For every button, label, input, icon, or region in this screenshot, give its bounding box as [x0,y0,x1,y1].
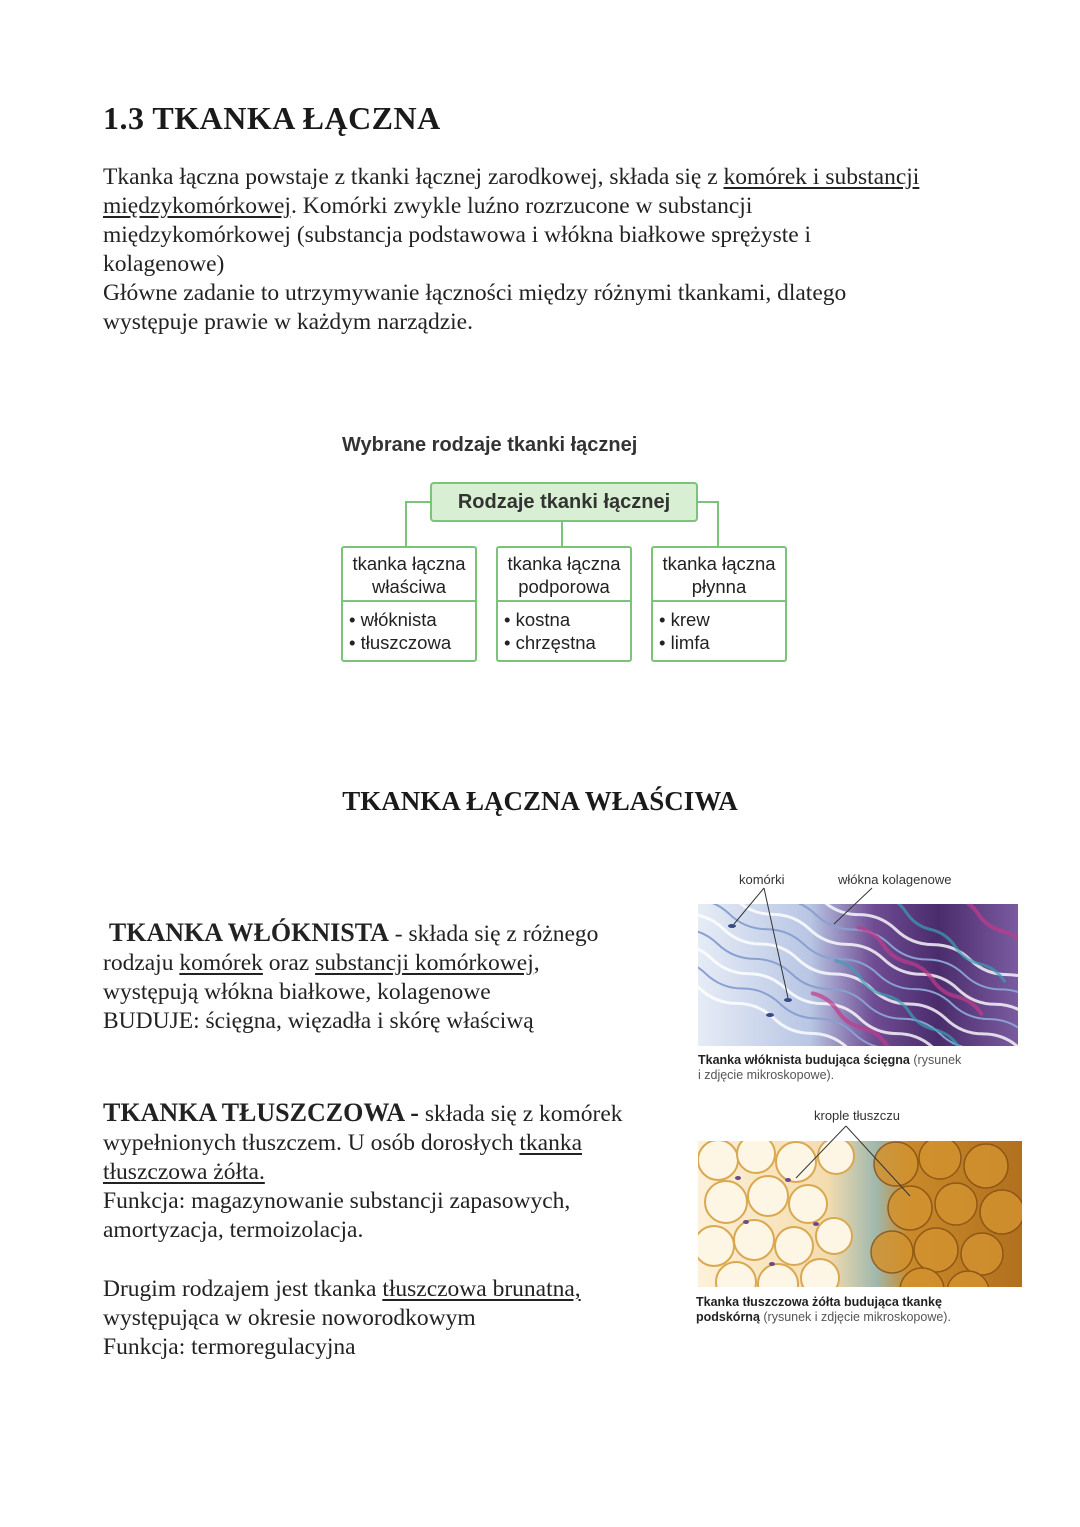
brown-underline: tłuszczowa brunatna, [382,1276,581,1302]
fibrous-text: , [533,950,540,976]
figure-fibrous-tissue [696,868,1022,1088]
intro-underline-1: komórek i substancji [723,164,920,190]
diagram-box-list [343,602,475,654]
list-item: • kostna [504,608,630,631]
label-collagen-fibers: włókna kolagenowe [838,872,952,887]
caption-bold: Tkanka włóknista budująca ścięgna [698,1053,910,1067]
caption-text: i zdjęcie mikroskopowe). [698,1068,835,1082]
box-head-line: podporowa [518,576,610,597]
adipose-tissue-image [696,1104,1026,1290]
fibrous-line: BUDUJE: ścięgna, więzadła i skórę właściwą [103,1008,534,1034]
figure-adipose-tissue [696,1104,1026,1332]
label-cells: komórki [739,872,785,887]
connector-left [406,502,430,546]
box-head-line: tkanka łączna [352,553,466,574]
fatty-text: wypełnionych tłuszczem. U osób dorosłych [103,1130,520,1156]
fibrous-text: rodzaju [103,950,180,976]
diagram-heading: Wybrane rodzaje tkanki łącznej [342,434,638,456]
fatty-heading: TKANKA TŁUSZCZOWA - [103,1098,419,1127]
fatty-underline: tłuszczowa żółta. [103,1159,265,1185]
fibrous-text: oraz [262,950,316,976]
fibrous-heading: TKANKA WŁÓKNISTA [108,918,389,947]
diagram-box-wlasciwa [341,546,477,662]
fatty-text: składa się z komórek [418,1101,623,1127]
label-fat-drops: krople tłuszczu [814,1108,900,1123]
intro-underline-2: międzykomórkowej [103,193,291,219]
intro-paragraph [103,163,1003,337]
page-title: 1.3 TKANKA ŁĄCZNA [103,100,441,136]
box-head-line: właściwa [371,576,447,597]
box-head-line: tkanka łączna [507,553,621,574]
diagram-box-head [653,548,785,602]
intro-text-2: . Komórki zwykle luźno rozrzucone w substancji [290,193,753,219]
intro-line-4: kolagenowe) [103,251,225,277]
brown-text: Drugim rodzajem jest tkanka [103,1276,383,1302]
diagram-box-head [498,548,630,602]
brown-fat-paragraph [103,1275,581,1362]
fibrous-tissue-image [696,868,1022,1048]
fatty-underline: tkanka [519,1130,583,1156]
caption-bold: podskórną [696,1310,760,1324]
figure-fibrous-caption [698,1053,1018,1083]
intro-line-6: występuje prawie w każdym narządzie. [103,309,473,335]
fibrous-paragraph [103,918,598,1036]
figure-adipose-caption [696,1295,1022,1325]
caption-bold: Tkanka tłuszczowa żółta budująca tkankę [696,1295,942,1309]
box-head-line: płynna [691,576,747,597]
fatty-line: Funkcja: magazynowanie substancji zapasowych, [103,1188,571,1214]
diagram-box-podporowa [496,546,632,662]
list-item: • włóknista [349,608,475,631]
diagram-box-plynna [651,546,787,662]
fibrous-underline: substancji komórkowej [315,950,534,976]
connective-tissue-diagram [330,430,800,670]
caption-text: (rysunek [909,1053,962,1067]
caption-text: (rysunek i zdjęcie mikroskopowe). [759,1310,951,1324]
intro-text: Tkanka łączna powstaje z tkanki łącznej zarodkowej, składa się z [103,164,724,190]
brown-line: Funkcja: termoregulacyjna [103,1334,356,1360]
fatty-paragraph [103,1098,623,1245]
intro-line-3: międzykomórkowej (substancja podstawowa i włókna białkowe sprężyste i [103,222,812,248]
section-subtitle: TKANKA ŁĄCZNA WŁAŚCIWA [342,786,738,816]
fibrous-line: występują włókna białkowe, kolagenowe [103,979,491,1005]
list-item: • limfa [659,631,785,654]
list-item: • krew [659,608,785,631]
diagram-box-list [653,602,785,654]
list-item: • chrzęstna [504,631,630,654]
diagram-box-list [498,602,630,654]
box-head-line: tkanka łączna [662,553,776,574]
list-item: • tłuszczowa [349,631,475,654]
brown-line: występująca w okresie noworodkowym [103,1305,476,1331]
diagram-box-head [343,548,475,602]
fibrous-text: - składa się z różnego [388,921,599,947]
diagram-root-box: Rodzaje tkanki łącznej [430,482,698,522]
intro-line-5: Główne zadanie to utrzymywanie łączności między różnymi tkankami, dlatego [103,280,847,306]
fatty-line: amortyzacja, termoizolacja. [103,1217,364,1243]
fibrous-underline: komórek [179,950,263,976]
